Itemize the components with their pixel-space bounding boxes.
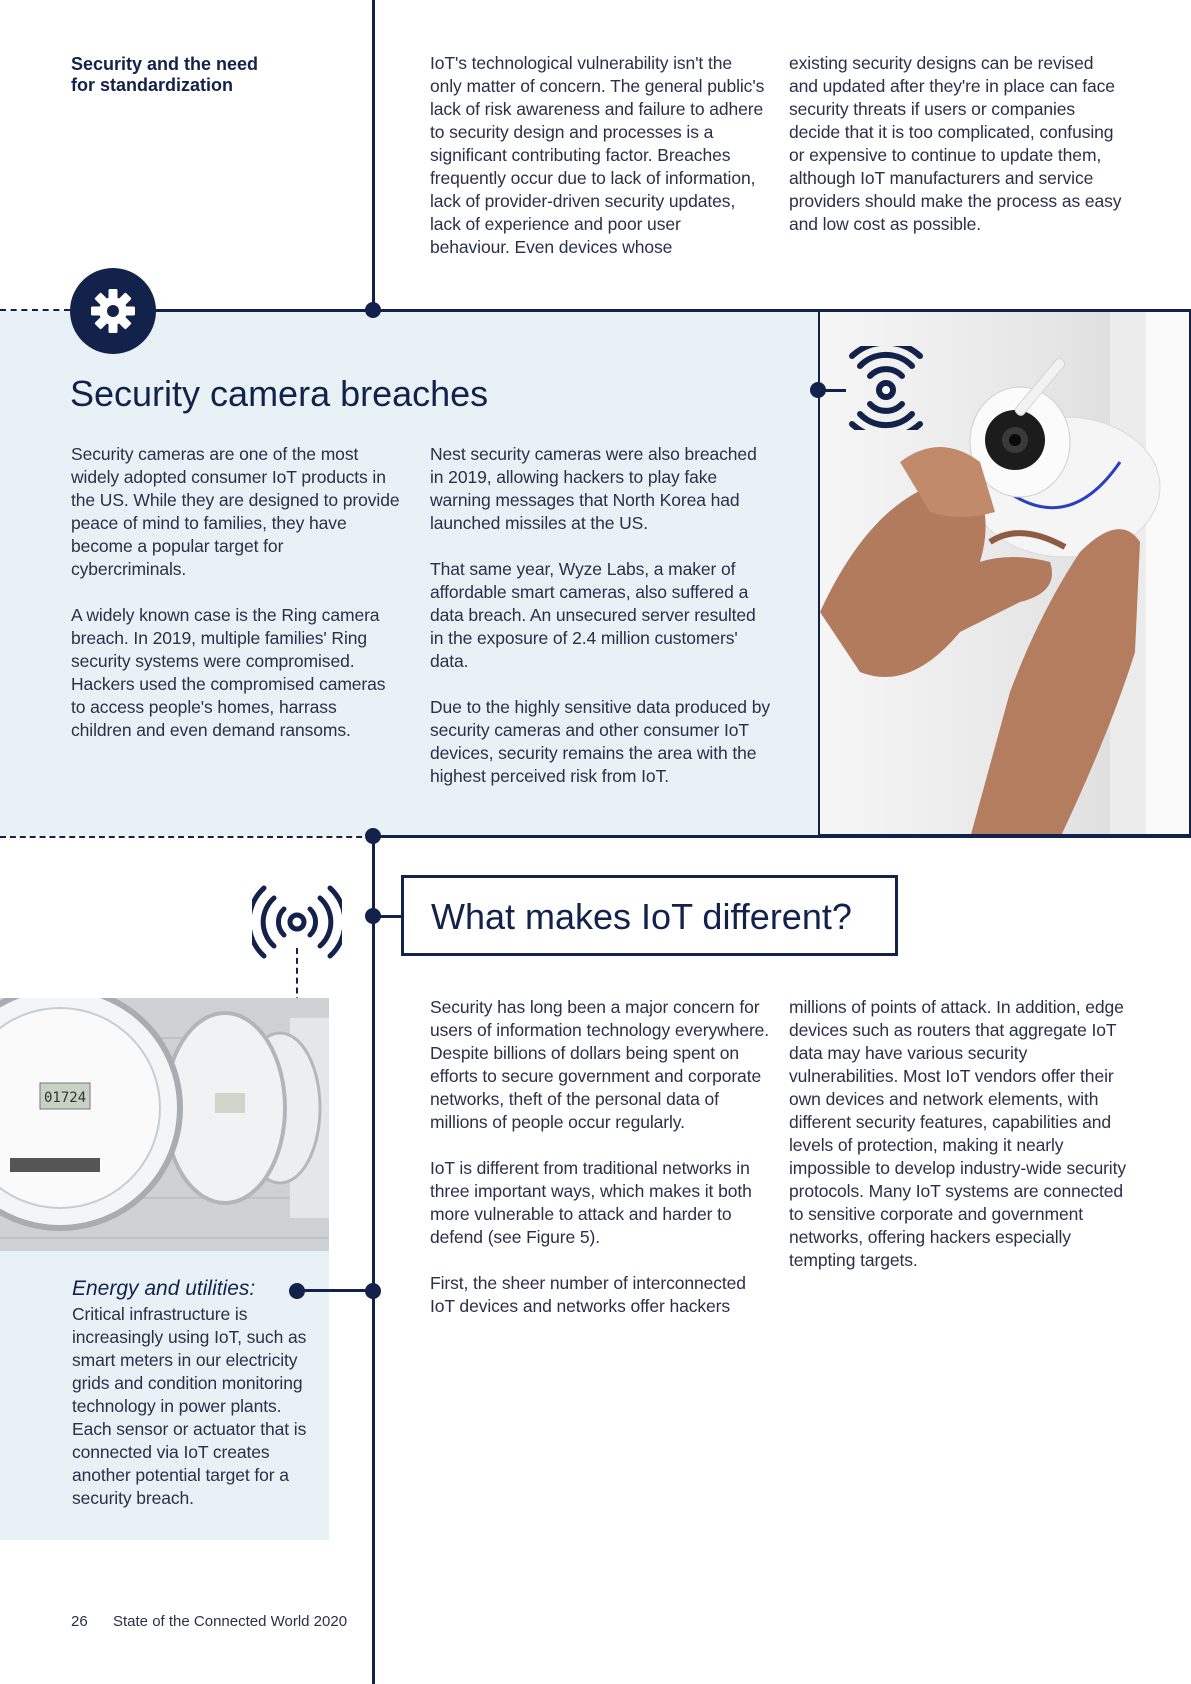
camera-right-column [430, 443, 770, 811]
section-heading-line2: for standardization [71, 75, 234, 95]
section-heading [71, 54, 331, 96]
publication-title: State of the Connected World 2020 [113, 1613, 348, 1630]
vertical-divider-top [372, 0, 375, 310]
paragraph: Security has long been a major concern for users of information technology everywhere. Despite billions of dollars being spent on efforts to secure government and corporate networks, theft of the personal data of millions of people occur regularly. [430, 997, 770, 1132]
iot-column-2 [789, 996, 1129, 1295]
gear-badge [70, 268, 156, 354]
energy-connector-line [297, 1289, 372, 1292]
connector-dot [365, 302, 381, 318]
iot-section-title: What makes IoT different? [431, 896, 852, 937]
paragraph: A widely known case is the Ring camera breach. In 2019, multiple families' Ring security systems were compromised. Hackers used the compromised cameras to access people's homes, harrass children and even demand ransoms. [71, 605, 386, 740]
energy-title: Energy and utilities: [72, 1277, 256, 1300]
iot-title-box [401, 875, 898, 956]
gear-icon [70, 268, 156, 354]
iot-column-1 [430, 996, 770, 1341]
paragraph: Nest security cameras were also breached in 2019, allowing hackers to play fake warning messages that North Korea had launched missiles at the US. [430, 444, 757, 533]
top-column-1: IoT's technological vulnerability isn't the only matter of concern. The general public's lack of risk awareness and failure to adhere to security design and processes is a significant contributing factor. Breaches frequently occur due to lack of information, lack of provider-driven security updates, lack of experience and poor user behaviour. Even devices whose [430, 53, 765, 257]
camera-section-title: Security camera breaches [70, 373, 489, 414]
paragraph: Security cameras are one of the most widely adopted consumer IoT products in the US. While they are designed to provide peace of mind to families, they have become a popular target for cybercriminals. [71, 444, 400, 579]
camera-left-column [71, 443, 401, 765]
title-connector-line [375, 915, 402, 918]
energy-text: Critical infrastructure is increasingly using IoT, such as smart meters in our electricity grids and condition monitoring technology in power plants. Each sensor or actuator that is connected via IoT creates another potential target for a security breach. [72, 1304, 307, 1508]
section-heading-line1: Security and the need [71, 54, 259, 74]
paragraph: First, the sheer number of interconnected IoT devices and networks offer hackers [430, 1273, 746, 1316]
energy-connector-dot-right [365, 1283, 381, 1299]
dashed-rule-top-left [0, 309, 70, 311]
paragraph: That same year, Wyze Labs, a maker of affordable smart cameras, also suffered a data breach. An unsecured server resulted in the exposure of 2.4 million customers' data. [430, 559, 756, 671]
top-column-2: existing security designs can be revised and updated after they're in place can face security threats if users or companies decide that it is too complicated, confusing or expensive to continue to update them, although IoT manufacturers and service providers should make the process as easy and low cost as possible. [789, 53, 1122, 234]
vertical-divider-bottom [372, 836, 375, 1684]
page-number: 26 [71, 1613, 88, 1630]
wifi-signal-icon [846, 346, 926, 430]
dashed-rule-bottom [0, 836, 372, 838]
meter-illustration [0, 998, 329, 1251]
paragraph: Due to the highly sensitive data produced by security cameras and other consumer IoT devices, security remains the area with the highest perceived risk from IoT. [430, 697, 770, 786]
smart-meter-photo [0, 998, 329, 1251]
camera-connector-line [818, 389, 846, 392]
paragraph: millions of points of attack. In addition, edge devices such as routers that aggregate IoT data may have various security vulnerabilities. Most IoT vendors offer their own devices and network elements, with different security features, capabilities and levels of protection, making it nearly impossible to develop industry-wide security protocols. Many IoT systems are connected to sensitive corporate and government networks, offering hackers especially tempting targets. [789, 997, 1127, 1270]
meter-reading: 01724 [44, 1090, 87, 1106]
paragraph: IoT is different from traditional networks in three important ways, which makes it both more vulnerable to attack and harder to defend (see Figure 5). [430, 1158, 752, 1247]
panel-bottom-rule [372, 835, 1191, 838]
